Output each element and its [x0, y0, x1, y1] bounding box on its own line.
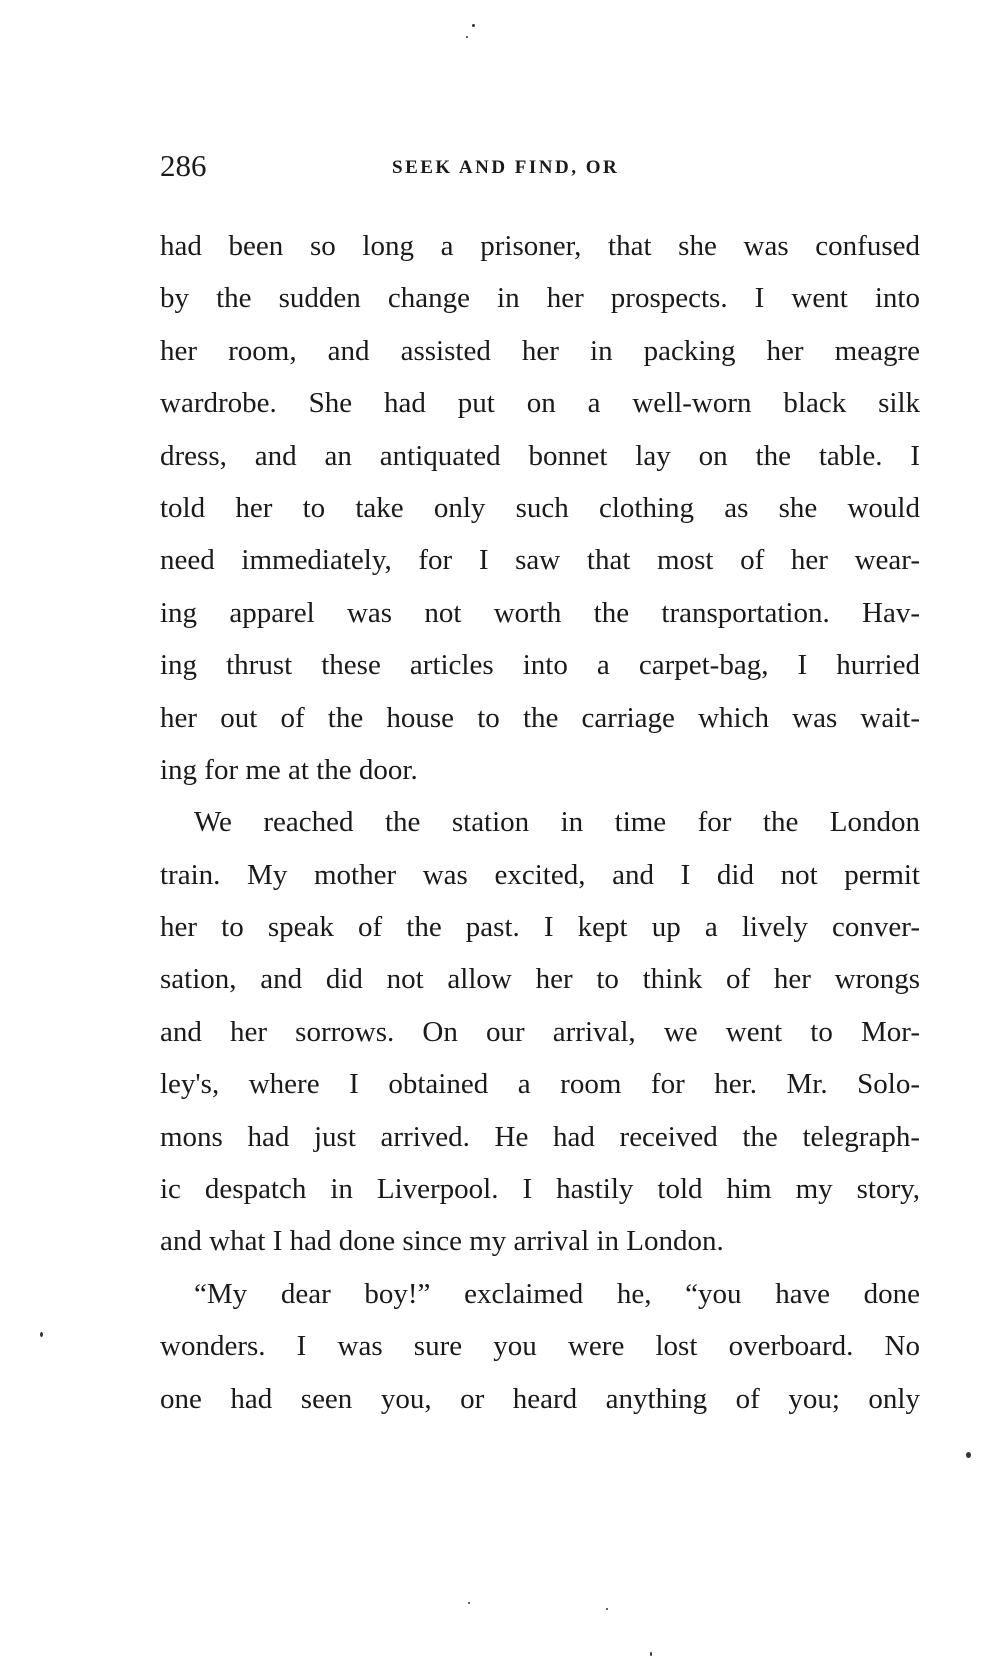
- running-title: SEEK AND FIND, OR: [392, 157, 620, 178]
- running-head: [160, 148, 920, 188]
- text-line: need immediately, for I saw that most of her wear-: [160, 544, 920, 577]
- scan-speck: [40, 1332, 43, 1337]
- text-line: We reached the station in time for the London: [194, 806, 920, 839]
- scan-speck: [606, 1608, 608, 1610]
- text-line: and what I had done since my arrival in London.: [160, 1225, 724, 1258]
- scan-speck: [650, 1652, 652, 1656]
- text-line: her room, and assisted her in packing her meagre: [160, 334, 920, 367]
- text-line: mons had just arrived. He had received the telegraph-: [160, 1120, 920, 1153]
- scan-speck: [466, 36, 468, 38]
- scan-speck: [966, 1452, 971, 1458]
- text-line: ing for me at the door.: [160, 753, 418, 786]
- text-line: had been so long a prisoner, that she was confused: [160, 230, 920, 262]
- text-line: ing thrust these articles into a carpet-bag, I hurried: [160, 649, 920, 682]
- scan-speck: [472, 24, 475, 27]
- text-line: train. My mother was excited, and I did not permit: [160, 858, 920, 891]
- text-line: by the sudden change in her prospects. I went into: [160, 282, 920, 315]
- text-line: “My dear boy!” exclaimed he, “you have done: [194, 1277, 920, 1310]
- text-line: sation, and did not allow her to think of her wrongs: [160, 963, 920, 996]
- text-line: her to speak of the past. I kept up a lively conver-: [160, 911, 920, 944]
- text-line: wardrobe. She had put on a well-worn black silk: [160, 387, 920, 420]
- text-line: her out of the house to the carriage which was wait-: [160, 701, 920, 734]
- text-line: ing apparel was not worth the transportation. Hav-: [160, 596, 920, 629]
- text-line: one had seen you, or heard anything of you; only: [160, 1382, 920, 1415]
- text-line: told her to take only such clothing as she would: [160, 491, 920, 524]
- text-line: ley's, where I obtained a room for her. Mr. Solo-: [160, 1068, 920, 1101]
- text-line: dress, and an antiquated bonnet lay on the table. I: [160, 439, 920, 472]
- text-line: wonders. I was sure you were lost overboard. No: [160, 1330, 920, 1363]
- text-line: ic despatch in Liverpool. I hastily told him my story,: [160, 1173, 920, 1206]
- body-text: [160, 220, 920, 1425]
- text-line: and her sorrows. On our arrival, we went to Mor-: [160, 1015, 920, 1048]
- scan-speck: [468, 1602, 470, 1604]
- page-number: 286: [160, 148, 207, 183]
